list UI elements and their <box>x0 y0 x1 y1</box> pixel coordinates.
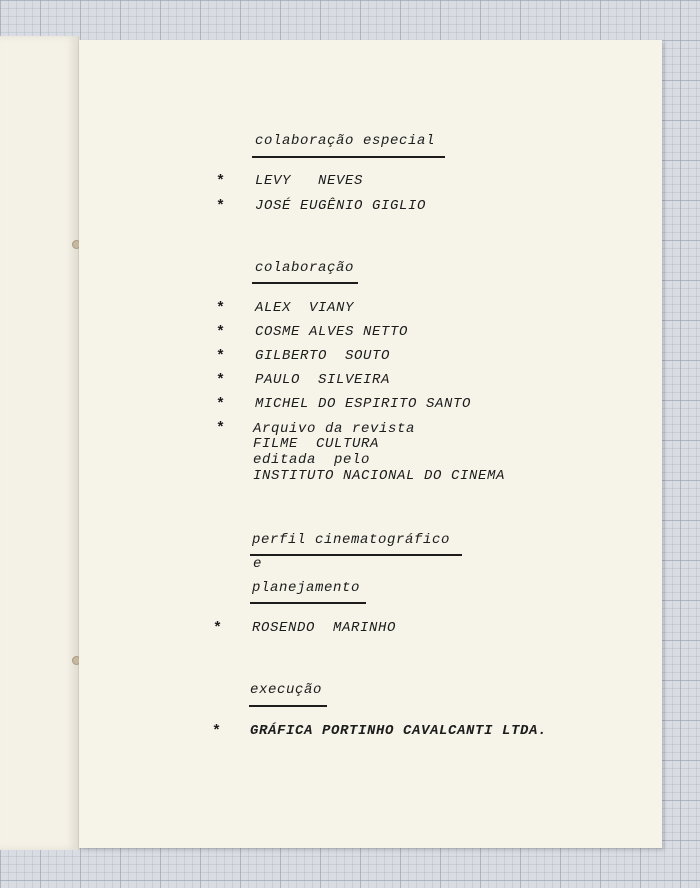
credit-grafica-portinho-cavalcanti: GRÁFICA PORTINHO CAVALCANTI LTDA. <box>250 723 548 739</box>
bullet-star: * <box>216 173 226 190</box>
left-page <box>0 36 79 850</box>
bullet-star: * <box>216 324 226 341</box>
bullet-star: * <box>212 723 222 740</box>
heading-underline <box>249 705 327 707</box>
credit-michel-do-espirito-santo: MICHEL DO ESPIRITO SANTO <box>255 396 472 412</box>
bullet-star: * <box>216 348 226 365</box>
heading-colaboracao: colaboração <box>255 260 355 276</box>
heading-underline <box>252 156 445 158</box>
credit-levy-neves: LEVY NEVES <box>255 173 364 189</box>
heading-underline <box>250 554 462 556</box>
arquivo-line-4: INSTITUTO NACIONAL DO CINEMA <box>253 468 506 484</box>
arquivo-line-2: FILME CULTURA <box>253 436 380 452</box>
heading-underline <box>252 282 358 284</box>
heading-colaboracao-especial: colaboração especial <box>255 133 436 149</box>
arquivo-line-3: editada pelo <box>253 452 371 468</box>
credit-cosme-alves-netto: COSME ALVES NETTO <box>255 324 409 340</box>
arquivo-line-1: Arquivo da revista <box>253 421 416 437</box>
bullet-star: * <box>216 396 226 413</box>
credit-paulo-silveira: PAULO SILVEIRA <box>255 372 391 388</box>
bullet-star: * <box>216 300 226 317</box>
heading-underline <box>250 602 366 604</box>
bullet-star: * <box>213 620 223 637</box>
bullet-star: * <box>216 198 226 215</box>
bullet-star: * <box>216 372 226 389</box>
heading-execucao: execução <box>250 682 323 698</box>
bullet-star: * <box>216 420 226 437</box>
heading-perfil-cinematografico: perfil cinematográfico <box>252 532 451 548</box>
heading-connector-e: e <box>253 556 263 572</box>
credit-alex-viany: ALEX VIANY <box>255 300 355 316</box>
credit-gilberto-souto: GILBERTO SOUTO <box>255 348 391 364</box>
heading-planejamento: planejamento <box>252 580 361 596</box>
right-page <box>79 40 662 848</box>
credit-jose-eugenio-giglio: JOSÉ EUGÊNIO GIGLIO <box>255 198 427 214</box>
credit-rosendo-marinho: ROSENDO MARINHO <box>252 620 397 636</box>
